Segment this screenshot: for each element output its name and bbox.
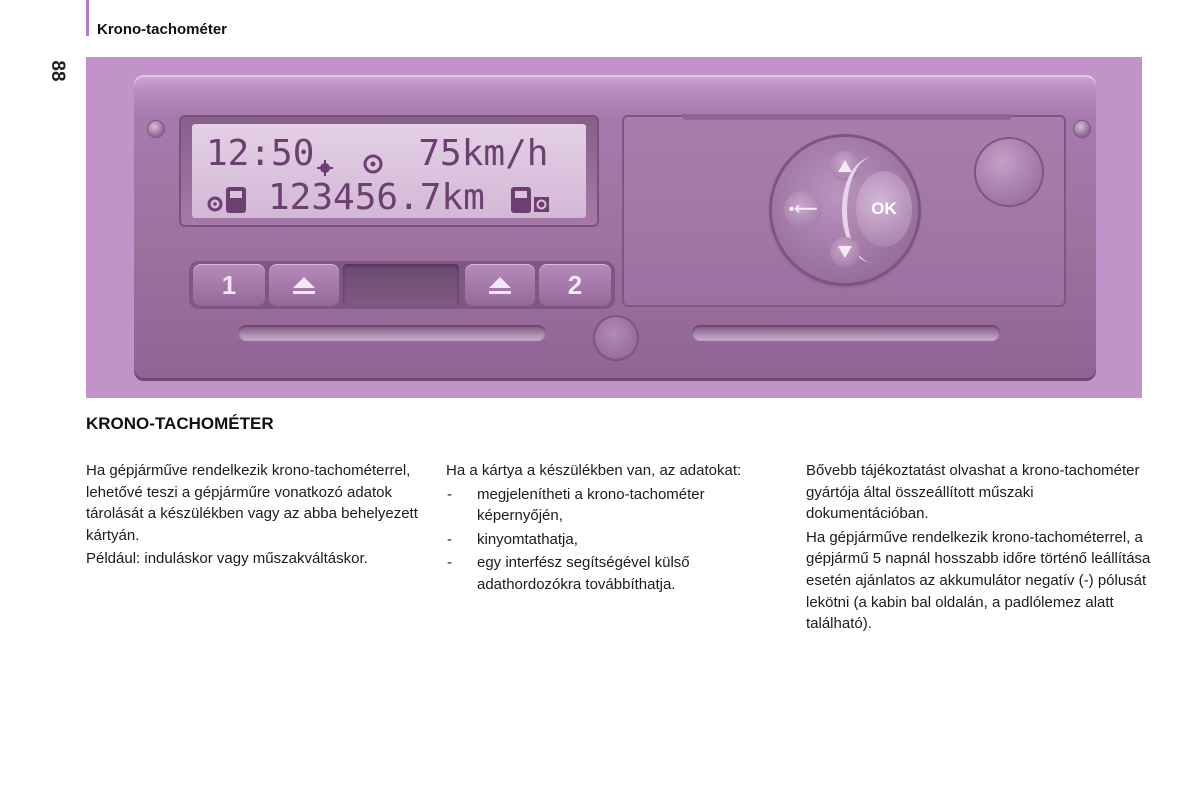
driver-card-slot-2-icon: [507, 184, 553, 214]
card-button-strip: [189, 261, 615, 309]
list-item: - kinyomtathatja,: [446, 529, 791, 551]
card-slot-1: [238, 325, 546, 341]
lcd-time: 12:50: [206, 133, 315, 174]
ok-button[interactable]: OK: [856, 171, 912, 247]
screw-right-icon: [1074, 121, 1090, 137]
text-column-2: [446, 460, 791, 598]
eject-icon: [489, 277, 511, 288]
column-3-paragraph-2: Ha gépjárműve rendelkezik krono-tachométerrel, a gépjármű 5 napnál hosszabb időre történő leállítása esetén ajánlatos az akkumulátor negatív (-) pólusát lekötni (a kabin bal oldalán, a padlólemez alatt található).: [806, 528, 1151, 633]
driving-mode-icon: [316, 146, 334, 164]
down-arrow-icon: [838, 246, 852, 258]
driver-card-slot-1-icon: [206, 184, 252, 214]
lcd-display-frame: [179, 115, 599, 227]
lcd-speed: 75km/h: [418, 133, 549, 174]
lcd-line-2: [206, 178, 553, 218]
card-1-button[interactable]: [193, 264, 265, 306]
tachograph-device: [134, 75, 1096, 381]
eject-card-1-button[interactable]: [269, 264, 339, 306]
text-column-1: [86, 460, 431, 572]
printer-panel-ridge: [682, 114, 1012, 120]
screw-left-icon: [148, 121, 164, 137]
eject-icon: [293, 277, 315, 288]
eject-card-2-button[interactable]: [465, 264, 535, 306]
tachograph-illustration: [86, 57, 1142, 398]
lcd-display: [192, 124, 586, 218]
card-slot-2: [692, 325, 1000, 341]
column-1-paragraph-2: Például: induláskor vagy műszakváltáskor.: [86, 550, 368, 568]
clock-icon: [362, 144, 384, 166]
lcd-distance: 123456.7km: [268, 177, 485, 218]
section-title: KRONO-TACHOMÉTER: [86, 414, 274, 433]
page-number: 88: [47, 60, 68, 82]
up-arrow-icon: [838, 160, 852, 172]
back-button[interactable]: •⟵: [784, 191, 822, 229]
column-1-paragraph-1: Ha gépjárműve rendelkezik krono-tachométerrel, lehetővé teszi a gépjárműre vonatkozó adatok tárolását a készülékben vagy az abba behelyezett kártyán.: [86, 462, 418, 544]
column-3-paragraph-1: Bővebb tájékoztatást olvashat a krono-tachométer gyártója által összeállított műszaki dokumentációban.: [806, 462, 1140, 523]
card-2-button[interactable]: [539, 264, 611, 306]
down-button[interactable]: [830, 237, 860, 267]
header-accent-bar: [86, 0, 89, 36]
text-column-3: [806, 460, 1151, 637]
column-2-intro: Ha a kártya a készülékben van, az adatokat:: [446, 462, 742, 479]
list-item: - egy interfész segítségével külső adathordozókra továbbíthatja.: [446, 552, 791, 595]
card-1-button-label: 1: [221, 270, 237, 300]
center-knob: [595, 317, 637, 359]
list-item: - megjelenítheti a krono-tachométer képernyőjén,: [446, 484, 791, 527]
round-button[interactable]: [976, 139, 1042, 205]
lcd-line-1: [206, 134, 548, 174]
navigation-control: [772, 137, 918, 283]
printer-slot: [343, 264, 459, 306]
printer-panel: [622, 115, 1066, 307]
column-2-list: [446, 484, 791, 596]
running-header-title: Krono-tachométer: [97, 21, 228, 38]
card-2-button-label: 2: [567, 270, 583, 300]
